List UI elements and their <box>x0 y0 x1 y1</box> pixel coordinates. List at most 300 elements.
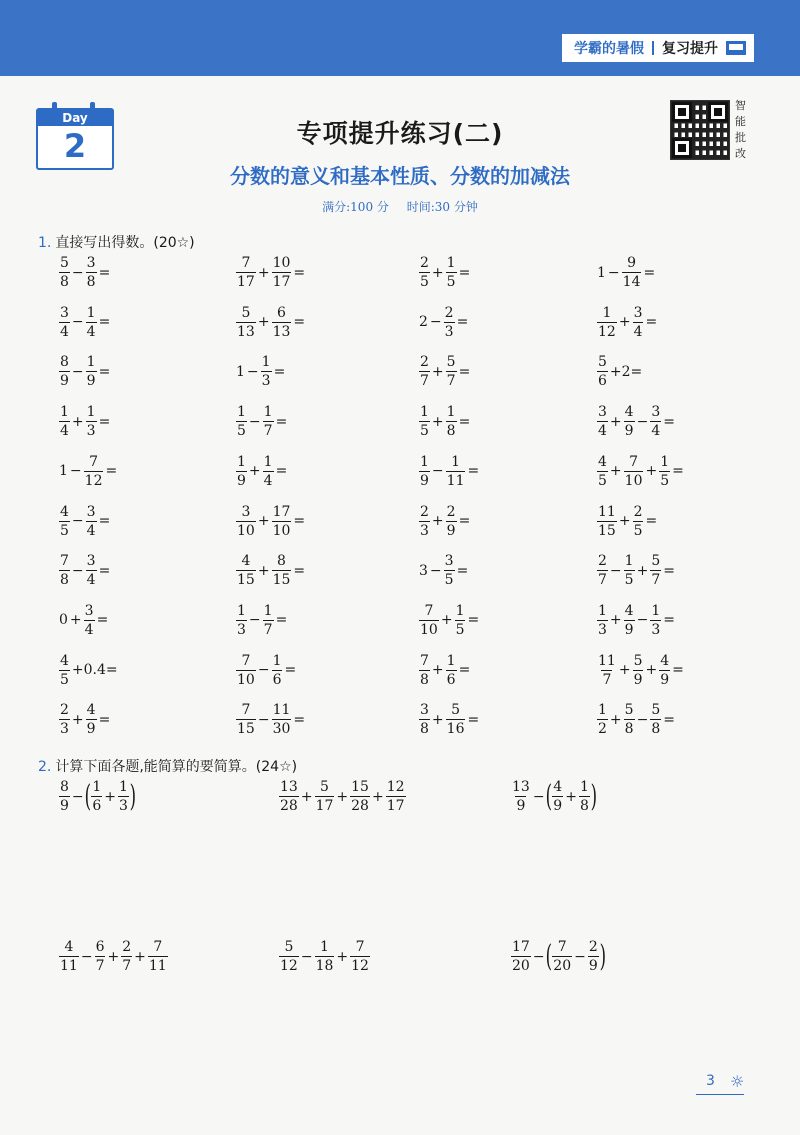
operator: + <box>248 463 261 480</box>
problem-item <box>58 703 111 736</box>
operator: − <box>257 711 270 728</box>
operator: = <box>105 463 118 480</box>
denominator: 6 <box>272 671 282 688</box>
qr-label-char: 能 <box>735 115 746 128</box>
numerator: 1 <box>660 453 670 470</box>
fraction <box>272 256 292 289</box>
fraction <box>446 654 457 687</box>
fraction <box>579 780 590 813</box>
problem-item <box>235 256 306 289</box>
numerator: 3 <box>86 503 96 520</box>
fraction <box>59 654 70 687</box>
numerator: 7 <box>355 939 365 955</box>
denominator: 9 <box>633 671 643 688</box>
fraction <box>59 505 70 538</box>
time-limit: 时间:30 分钟 <box>406 200 478 214</box>
operator: = <box>98 562 111 579</box>
denominator: 4 <box>84 621 94 638</box>
page-number: 3 <box>706 1073 715 1089</box>
fraction <box>236 703 256 736</box>
numerator: 13 <box>512 779 530 795</box>
numerator: 4 <box>553 779 563 795</box>
denominator: 9 <box>60 798 69 814</box>
numerator: 4 <box>86 702 96 719</box>
problem-item <box>235 654 297 687</box>
denominator: 4 <box>60 323 69 340</box>
problem-item <box>58 355 111 388</box>
numerator: 11 <box>598 652 616 669</box>
fraction <box>236 604 247 637</box>
operator: = <box>98 711 111 728</box>
problem-item <box>418 355 471 388</box>
operator: + <box>609 413 622 430</box>
operator: − <box>71 264 84 281</box>
fraction <box>84 604 95 637</box>
operator: = <box>293 264 306 281</box>
numerator: 7 <box>424 602 434 619</box>
operator: = <box>275 463 288 480</box>
operator: = <box>467 711 480 728</box>
numerator: 8 <box>60 779 69 795</box>
fraction <box>659 654 670 687</box>
denominator: 7 <box>602 671 612 688</box>
numerator: 4 <box>598 453 607 470</box>
numerator: 2 <box>60 702 69 719</box>
denominator: 15 <box>598 522 616 539</box>
fraction <box>272 306 292 339</box>
problem-item <box>58 654 119 687</box>
full-score: 满分:100 分 <box>322 200 389 214</box>
fraction <box>148 940 168 973</box>
denominator: 5 <box>455 621 465 638</box>
operator: +0.4= <box>71 662 118 679</box>
denominator: 2 <box>598 721 607 738</box>
numerator: 5 <box>284 939 294 955</box>
fraction <box>118 780 129 813</box>
denominator: 9 <box>553 798 563 814</box>
numerator: 17 <box>512 939 530 955</box>
operator: + <box>69 612 82 629</box>
fraction <box>419 654 430 687</box>
denominator: 9 <box>86 721 96 738</box>
fraction <box>59 256 70 289</box>
fraction <box>86 306 97 339</box>
numerator: 1 <box>320 939 329 955</box>
header-divider <box>652 41 654 55</box>
fraction <box>624 703 635 736</box>
operator: − <box>300 948 313 965</box>
numerator: 1 <box>446 652 456 669</box>
fraction <box>624 554 635 587</box>
operator: +2= <box>609 363 643 380</box>
operator: − <box>71 562 84 579</box>
numerator: 2 <box>633 503 643 520</box>
operator: − <box>431 463 444 480</box>
operator: + <box>257 562 270 579</box>
operator: = <box>663 612 675 629</box>
numerator: 5 <box>320 779 329 795</box>
denominator: 28 <box>280 798 298 814</box>
problem-item <box>596 505 658 538</box>
fraction <box>236 256 256 289</box>
book-icon <box>726 41 746 55</box>
fraction <box>350 780 370 813</box>
fraction <box>59 306 70 339</box>
operator: + <box>431 264 444 281</box>
operator: + <box>134 948 146 965</box>
problem-item <box>596 256 656 289</box>
denominator: 4 <box>86 323 96 340</box>
fraction <box>444 554 455 587</box>
problem-item <box>418 455 480 488</box>
fraction <box>272 654 283 687</box>
operator: = <box>663 711 675 728</box>
numerator: 2 <box>420 255 429 271</box>
fraction <box>597 703 608 736</box>
problem-item <box>58 455 118 488</box>
operator: = <box>645 314 658 331</box>
fraction <box>597 604 608 637</box>
numerator: 7 <box>241 652 251 669</box>
denominator: 9 <box>237 472 246 489</box>
denominator: 11 <box>148 958 167 974</box>
fraction <box>455 604 466 637</box>
fraction <box>386 780 406 813</box>
denominator: 7 <box>95 958 105 974</box>
numerator: 1 <box>261 354 271 371</box>
numerator: 3 <box>60 304 69 321</box>
fraction <box>279 940 299 973</box>
section-2-heading <box>38 756 297 776</box>
problem-item <box>596 306 658 339</box>
denominator: 20 <box>512 958 530 974</box>
denominator: 17 <box>386 798 405 814</box>
fraction <box>633 306 644 339</box>
fraction <box>446 355 457 388</box>
operator: = <box>273 363 286 380</box>
problem-item <box>58 505 111 538</box>
denominator: 4 <box>651 423 661 440</box>
numerator: 15 <box>351 779 369 795</box>
operator: + <box>431 662 444 679</box>
fraction <box>597 455 608 488</box>
numerator: 6 <box>277 304 286 321</box>
operator: − <box>532 948 545 965</box>
operator: = <box>284 662 297 679</box>
problem-item <box>418 703 480 736</box>
fraction <box>59 940 79 973</box>
problem-item <box>596 405 676 438</box>
section-1-text: 直接写出得数。(20☆) <box>55 235 195 251</box>
problem-item <box>418 256 471 289</box>
problem-item <box>510 780 597 813</box>
fraction <box>315 780 335 813</box>
problem-item <box>596 355 643 388</box>
denominator: 3 <box>119 798 128 814</box>
fraction <box>446 256 457 289</box>
operator: = <box>458 662 471 679</box>
problem-item <box>596 703 676 736</box>
fraction <box>650 604 661 637</box>
fraction <box>419 455 430 488</box>
qr-code[interactable] <box>670 100 730 160</box>
fraction <box>236 554 256 587</box>
operator: + <box>336 788 349 805</box>
denominator: 30 <box>272 721 291 738</box>
operator: = <box>293 711 306 728</box>
fraction <box>86 554 97 587</box>
denominator: 3 <box>651 621 661 638</box>
numerator: 7 <box>241 702 251 719</box>
problem-item <box>58 604 109 637</box>
operator: = <box>456 562 469 579</box>
problem-item <box>418 505 471 538</box>
problem-item <box>596 604 676 637</box>
number: 1 <box>597 264 606 281</box>
denominator: 20 <box>553 958 572 974</box>
problem-item <box>418 554 469 587</box>
denominator: 8 <box>60 572 69 589</box>
numerator: 1 <box>237 602 246 619</box>
denominator: 7 <box>446 373 456 390</box>
fraction <box>659 455 670 488</box>
numerator: 8 <box>60 354 69 371</box>
operator: = <box>293 513 306 529</box>
denominator: 3 <box>86 423 96 440</box>
numerator: 1 <box>86 404 96 421</box>
fraction <box>91 780 102 813</box>
operator: + <box>618 662 631 679</box>
numerator: 4 <box>624 404 634 421</box>
denominator: 12 <box>351 958 369 974</box>
denominator: 8 <box>446 423 456 440</box>
fraction <box>419 505 430 538</box>
numerator: 1 <box>446 255 456 271</box>
denominator: 6 <box>598 373 607 390</box>
operator: + <box>565 788 577 805</box>
numerator: 7 <box>153 939 163 955</box>
qr-label <box>735 98 749 162</box>
problem-item <box>235 455 288 488</box>
parenthesis: ) <box>590 778 597 814</box>
numerator: 1 <box>86 354 96 371</box>
denominator: 5 <box>598 472 607 489</box>
numerator: 4 <box>241 553 251 570</box>
fraction <box>446 703 466 736</box>
operator: − <box>246 363 259 380</box>
series-title: 学霸的暑假 <box>574 41 644 57</box>
problem-item <box>235 703 306 736</box>
fraction <box>236 455 247 488</box>
numerator: 1 <box>579 779 589 795</box>
problem-item <box>58 780 136 813</box>
denominator: 5 <box>446 274 456 290</box>
denominator: 5 <box>60 671 69 688</box>
numerator: 1 <box>272 652 282 669</box>
denominator: 10 <box>272 522 291 539</box>
fraction <box>419 355 430 388</box>
denominator: 5 <box>237 423 246 440</box>
denominator: 10 <box>237 671 255 688</box>
fraction <box>272 554 292 587</box>
qr-label-char: 批 <box>735 131 746 144</box>
denominator: 3 <box>444 323 454 340</box>
denominator: 8 <box>624 721 634 738</box>
denominator: 7 <box>263 423 273 440</box>
fraction <box>236 405 247 438</box>
operator: + <box>431 413 444 430</box>
numerator: 1 <box>624 553 634 570</box>
numerator: 1 <box>451 453 461 470</box>
fraction <box>263 604 274 637</box>
parenthesis: ) <box>599 938 606 974</box>
numerator: 2 <box>598 553 607 570</box>
fraction <box>261 355 272 388</box>
numerator: 1 <box>263 602 273 619</box>
fraction <box>236 654 256 687</box>
problem-item <box>278 940 371 973</box>
operator: + <box>609 711 622 728</box>
denominator: 5 <box>624 572 634 589</box>
numerator: 8 <box>277 553 286 570</box>
operator: + <box>618 314 631 331</box>
problem-item <box>58 306 111 339</box>
fraction <box>59 405 70 438</box>
fraction <box>552 780 563 813</box>
page-subtitle: 分数的意义和基本性质、分数的加减法 <box>230 164 570 188</box>
operator: + <box>645 463 658 480</box>
fraction <box>633 505 644 538</box>
denominator: 12 <box>598 323 616 340</box>
fraction <box>59 355 70 388</box>
denominator: 15 <box>237 721 255 738</box>
fraction <box>597 405 608 438</box>
operator: − <box>429 314 442 331</box>
number: 0 <box>59 612 68 629</box>
fraction <box>419 405 430 438</box>
numerator: 4 <box>624 602 634 619</box>
numerator: 5 <box>651 553 661 570</box>
fraction <box>444 306 455 339</box>
denominator: 9 <box>624 423 634 440</box>
fraction <box>59 554 70 587</box>
operator: = <box>275 413 288 430</box>
qr-label-char: 改 <box>735 147 746 160</box>
fraction <box>624 604 635 637</box>
fraction <box>86 355 97 388</box>
operator: − <box>248 413 261 430</box>
operator: − <box>636 413 649 430</box>
fraction <box>86 505 97 538</box>
denominator: 5 <box>660 472 670 489</box>
operator: + <box>431 513 444 529</box>
operator: + <box>609 612 622 629</box>
fraction <box>86 703 97 736</box>
operator: + <box>257 513 270 529</box>
numerator: 17 <box>272 503 291 520</box>
denominator: 9 <box>624 621 634 638</box>
problem-item <box>418 306 469 339</box>
qr-label-char: 智 <box>735 99 746 112</box>
operator: = <box>96 612 109 629</box>
denominator: 9 <box>60 373 69 390</box>
denominator: 4 <box>263 472 273 489</box>
numerator: 1 <box>446 404 456 421</box>
operator: = <box>98 264 111 281</box>
numerator: 4 <box>60 652 69 669</box>
numerator: 3 <box>598 404 607 421</box>
problem-item <box>58 940 169 973</box>
numerator: 2 <box>446 503 456 520</box>
operator: = <box>672 463 684 480</box>
numerator: 1 <box>237 404 246 421</box>
fraction <box>446 405 457 438</box>
numerator: 1 <box>602 304 612 321</box>
numerator: 1 <box>455 602 465 619</box>
page-title: 专项提升练习(二) <box>296 119 504 148</box>
fraction <box>511 780 531 813</box>
fraction <box>511 940 531 973</box>
denominator: 17 <box>237 274 255 290</box>
fraction <box>84 455 104 488</box>
operator: + <box>431 711 444 728</box>
operator: − <box>532 788 545 805</box>
fraction <box>272 703 292 736</box>
section-title: 复习提升 <box>662 41 718 57</box>
denominator: 8 <box>420 721 429 738</box>
fraction <box>597 505 617 538</box>
fraction <box>597 355 608 388</box>
fraction <box>272 505 292 538</box>
fraction <box>622 256 642 289</box>
fraction <box>419 256 430 289</box>
operator: + <box>257 264 270 281</box>
operator: + <box>440 612 453 629</box>
denominator: 5 <box>633 522 643 539</box>
operator: + <box>257 314 270 331</box>
numerator: 1 <box>237 453 246 470</box>
problem-item <box>510 940 605 973</box>
numerator: 6 <box>95 939 105 955</box>
denominator: 4 <box>60 423 69 440</box>
denominator: 15 <box>237 572 255 589</box>
denominator: 16 <box>446 721 465 738</box>
numerator: 3 <box>633 304 643 321</box>
denominator: 13 <box>237 323 255 340</box>
denominator: 18 <box>315 958 334 974</box>
fraction <box>315 940 335 973</box>
denominator: 8 <box>60 274 69 290</box>
denominator: 9 <box>660 671 670 688</box>
denominator: 4 <box>633 323 643 340</box>
operator: + <box>371 788 384 805</box>
numerator: 3 <box>86 255 96 271</box>
problem-item <box>58 405 111 438</box>
section-2-number: 2. <box>38 759 52 775</box>
operator: + <box>609 463 622 480</box>
qr-finder <box>672 138 692 158</box>
fraction <box>279 780 299 813</box>
qr-finder <box>672 102 692 122</box>
number: 2 <box>419 314 428 331</box>
numerator: 1 <box>92 779 102 795</box>
operator: + <box>107 948 120 965</box>
operator: − <box>69 463 82 480</box>
denominator: 8 <box>579 798 589 814</box>
operator: = <box>458 413 471 430</box>
operator: + <box>336 948 349 965</box>
numerator: 1 <box>598 602 607 619</box>
